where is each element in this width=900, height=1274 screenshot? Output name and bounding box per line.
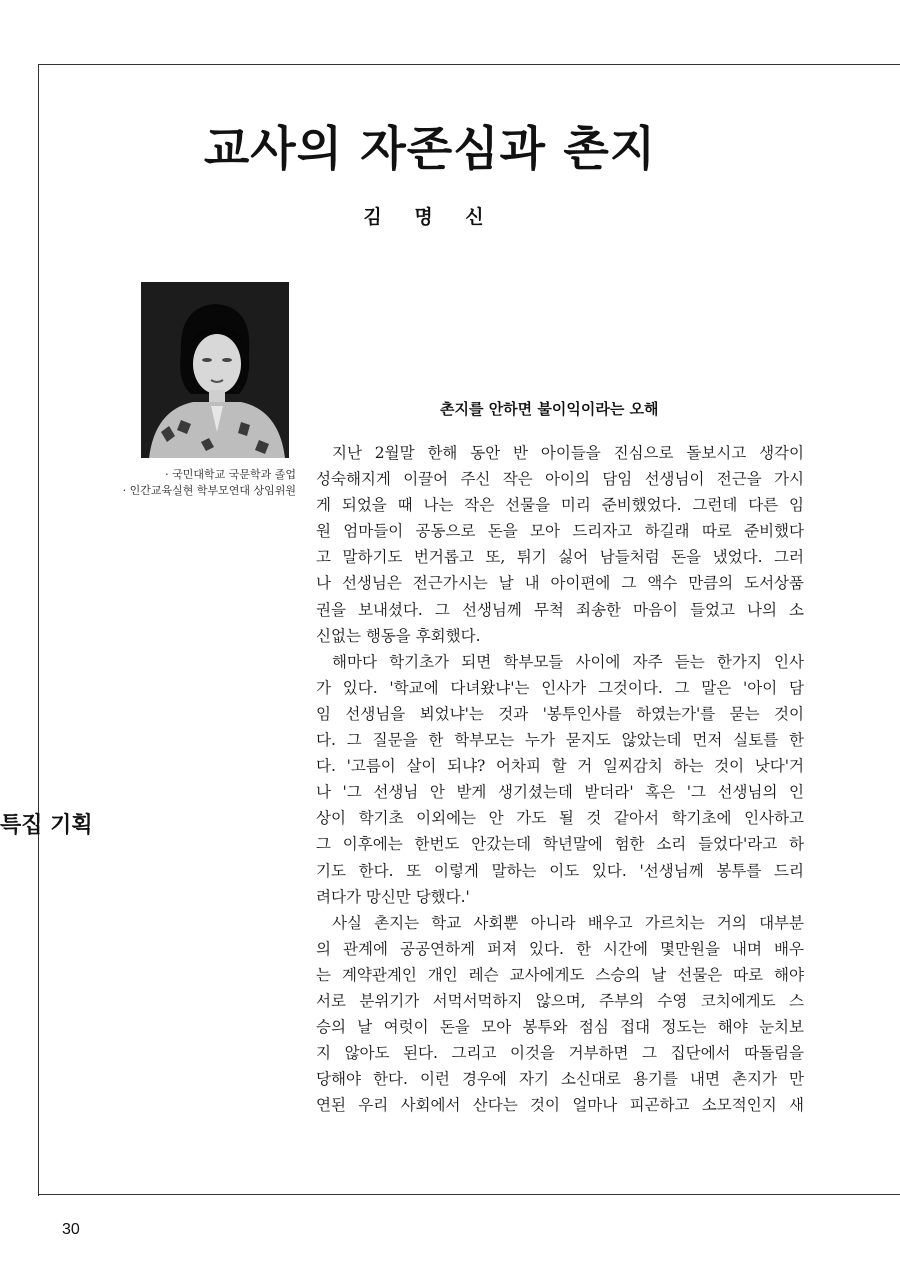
author-bio — [60, 467, 296, 499]
body-line: 의 관계에 공공연하게 퍼져 있다. 한 시간에 몇만원을 내며 배우 — [316, 939, 804, 958]
body-line: 나 선생님은 전근가시는 날 내 아이편에 그 액수 만큼의 도서상품 — [316, 574, 804, 593]
body-line: 성숙해지게 이끌어 주신 작은 아이의 담임 선생님이 전근을 가시 — [316, 470, 804, 489]
body-line: 다. 그 질문을 한 학부모는 누가 묻지도 않았는데 먼저 실토를 한 — [316, 731, 804, 750]
body-line: 게 되었을 때 나는 작은 선물을 미리 준비했었다. 그런데 다른 임 — [316, 496, 804, 515]
article-title: 교사의 자존심과 촌지 — [203, 122, 657, 177]
author-photo — [141, 282, 289, 458]
author-bio-line: · 국민대학교 국문학과 졸업 — [165, 468, 296, 481]
author-portrait-image — [141, 282, 289, 458]
section-tab-label: 특집 기획 — [0, 813, 93, 838]
author-name: 김 명 신 — [363, 206, 497, 228]
body-line: 상이 학기초 이외에는 안 가도 될 것 같아서 학기초에 인사하고 — [316, 809, 804, 828]
body-line: 서로 분위기가 서먹서먹하지 않으며, 주부의 수영 코치에게도 스 — [316, 991, 804, 1010]
body-line: 는 계약관계인 개인 레슨 교사에게도 스승의 날 선물은 따로 해야 — [316, 965, 804, 984]
body-line: 승의 날 여럿이 돈을 모아 봉투와 점심 접대 정도는 해야 눈치보 — [316, 1018, 804, 1037]
page-frame-left-rule — [38, 64, 39, 1196]
body-line: 임 선생님을 뵈었냐'는 것과 '봉투인사를 하였는가'를 묻는 것이 — [316, 704, 804, 723]
page-frame-bottom-rule — [38, 1194, 900, 1195]
body-line: 신없는 행동을 후회했다. — [316, 626, 481, 645]
page-frame-top-rule — [38, 64, 900, 65]
body-line: 다. '고름이 살이 되냐? 어차피 할 거 일찌감치 하는 것이 낫다'거 — [316, 757, 804, 776]
section-subheading: 촌지를 안하면 불이익이라는 오해 — [440, 400, 659, 418]
body-line: 지난 2월말 한해 동안 반 아이들을 진심으로 돌보시고 생각이 — [332, 444, 804, 462]
body-line: 당해야 한다. 이런 경우에 자기 소신대로 용기를 내면 촌지가 만 — [316, 1070, 804, 1089]
body-line: 그 이후에는 한번도 안갔는데 학년말에 험한 소리 들었다'라고 하 — [316, 835, 804, 854]
article-body — [316, 440, 804, 1118]
body-line: 지 않아도 된다. 그리고 이것을 거부하면 그 집단에서 따돌림을 — [316, 1044, 804, 1063]
page-number: 30 — [62, 1221, 80, 1238]
body-line: 권을 보내셨다. 그 선생님께 무척 죄송한 마음이 들었고 나의 소 — [316, 600, 804, 619]
body-line: 해마다 학기초가 되면 학부모들 사이에 자주 듣는 한가지 인사 — [332, 652, 804, 671]
body-line: 려다가 망신만 당했다.' — [316, 887, 470, 906]
author-bio-line: · 인간교육실현 학부모연대 상임위원 — [122, 484, 296, 497]
body-line: 가 있다. '학교에 다녀왔냐'는 인사가 그것이다. 그 말은 '아이 담 — [316, 678, 804, 697]
body-line: 사실 촌지는 학교 사회뿐 아니라 배우고 가르치는 거의 대부분 — [332, 913, 804, 932]
body-line: 기도 한다. 또 이렇게 말하는 이도 있다. '선생님께 봉투를 드리 — [316, 861, 804, 880]
body-line: 연된 우리 사회에서 산다는 것이 얼마나 피곤하고 소모적인지 새 — [316, 1096, 804, 1115]
body-line: 고 말하기도 번거롭고 또, 튀기 싫어 남들처럼 돈을 냈었다. 그러 — [316, 548, 804, 567]
body-line: 나 '그 선생님 안 받게 생기셨는데 받더라' 혹은 '그 선생님의 인 — [316, 783, 804, 802]
body-line: 원 엄마들이 공동으로 돈을 모아 드리자고 하길래 따로 준비했다 — [316, 522, 804, 541]
